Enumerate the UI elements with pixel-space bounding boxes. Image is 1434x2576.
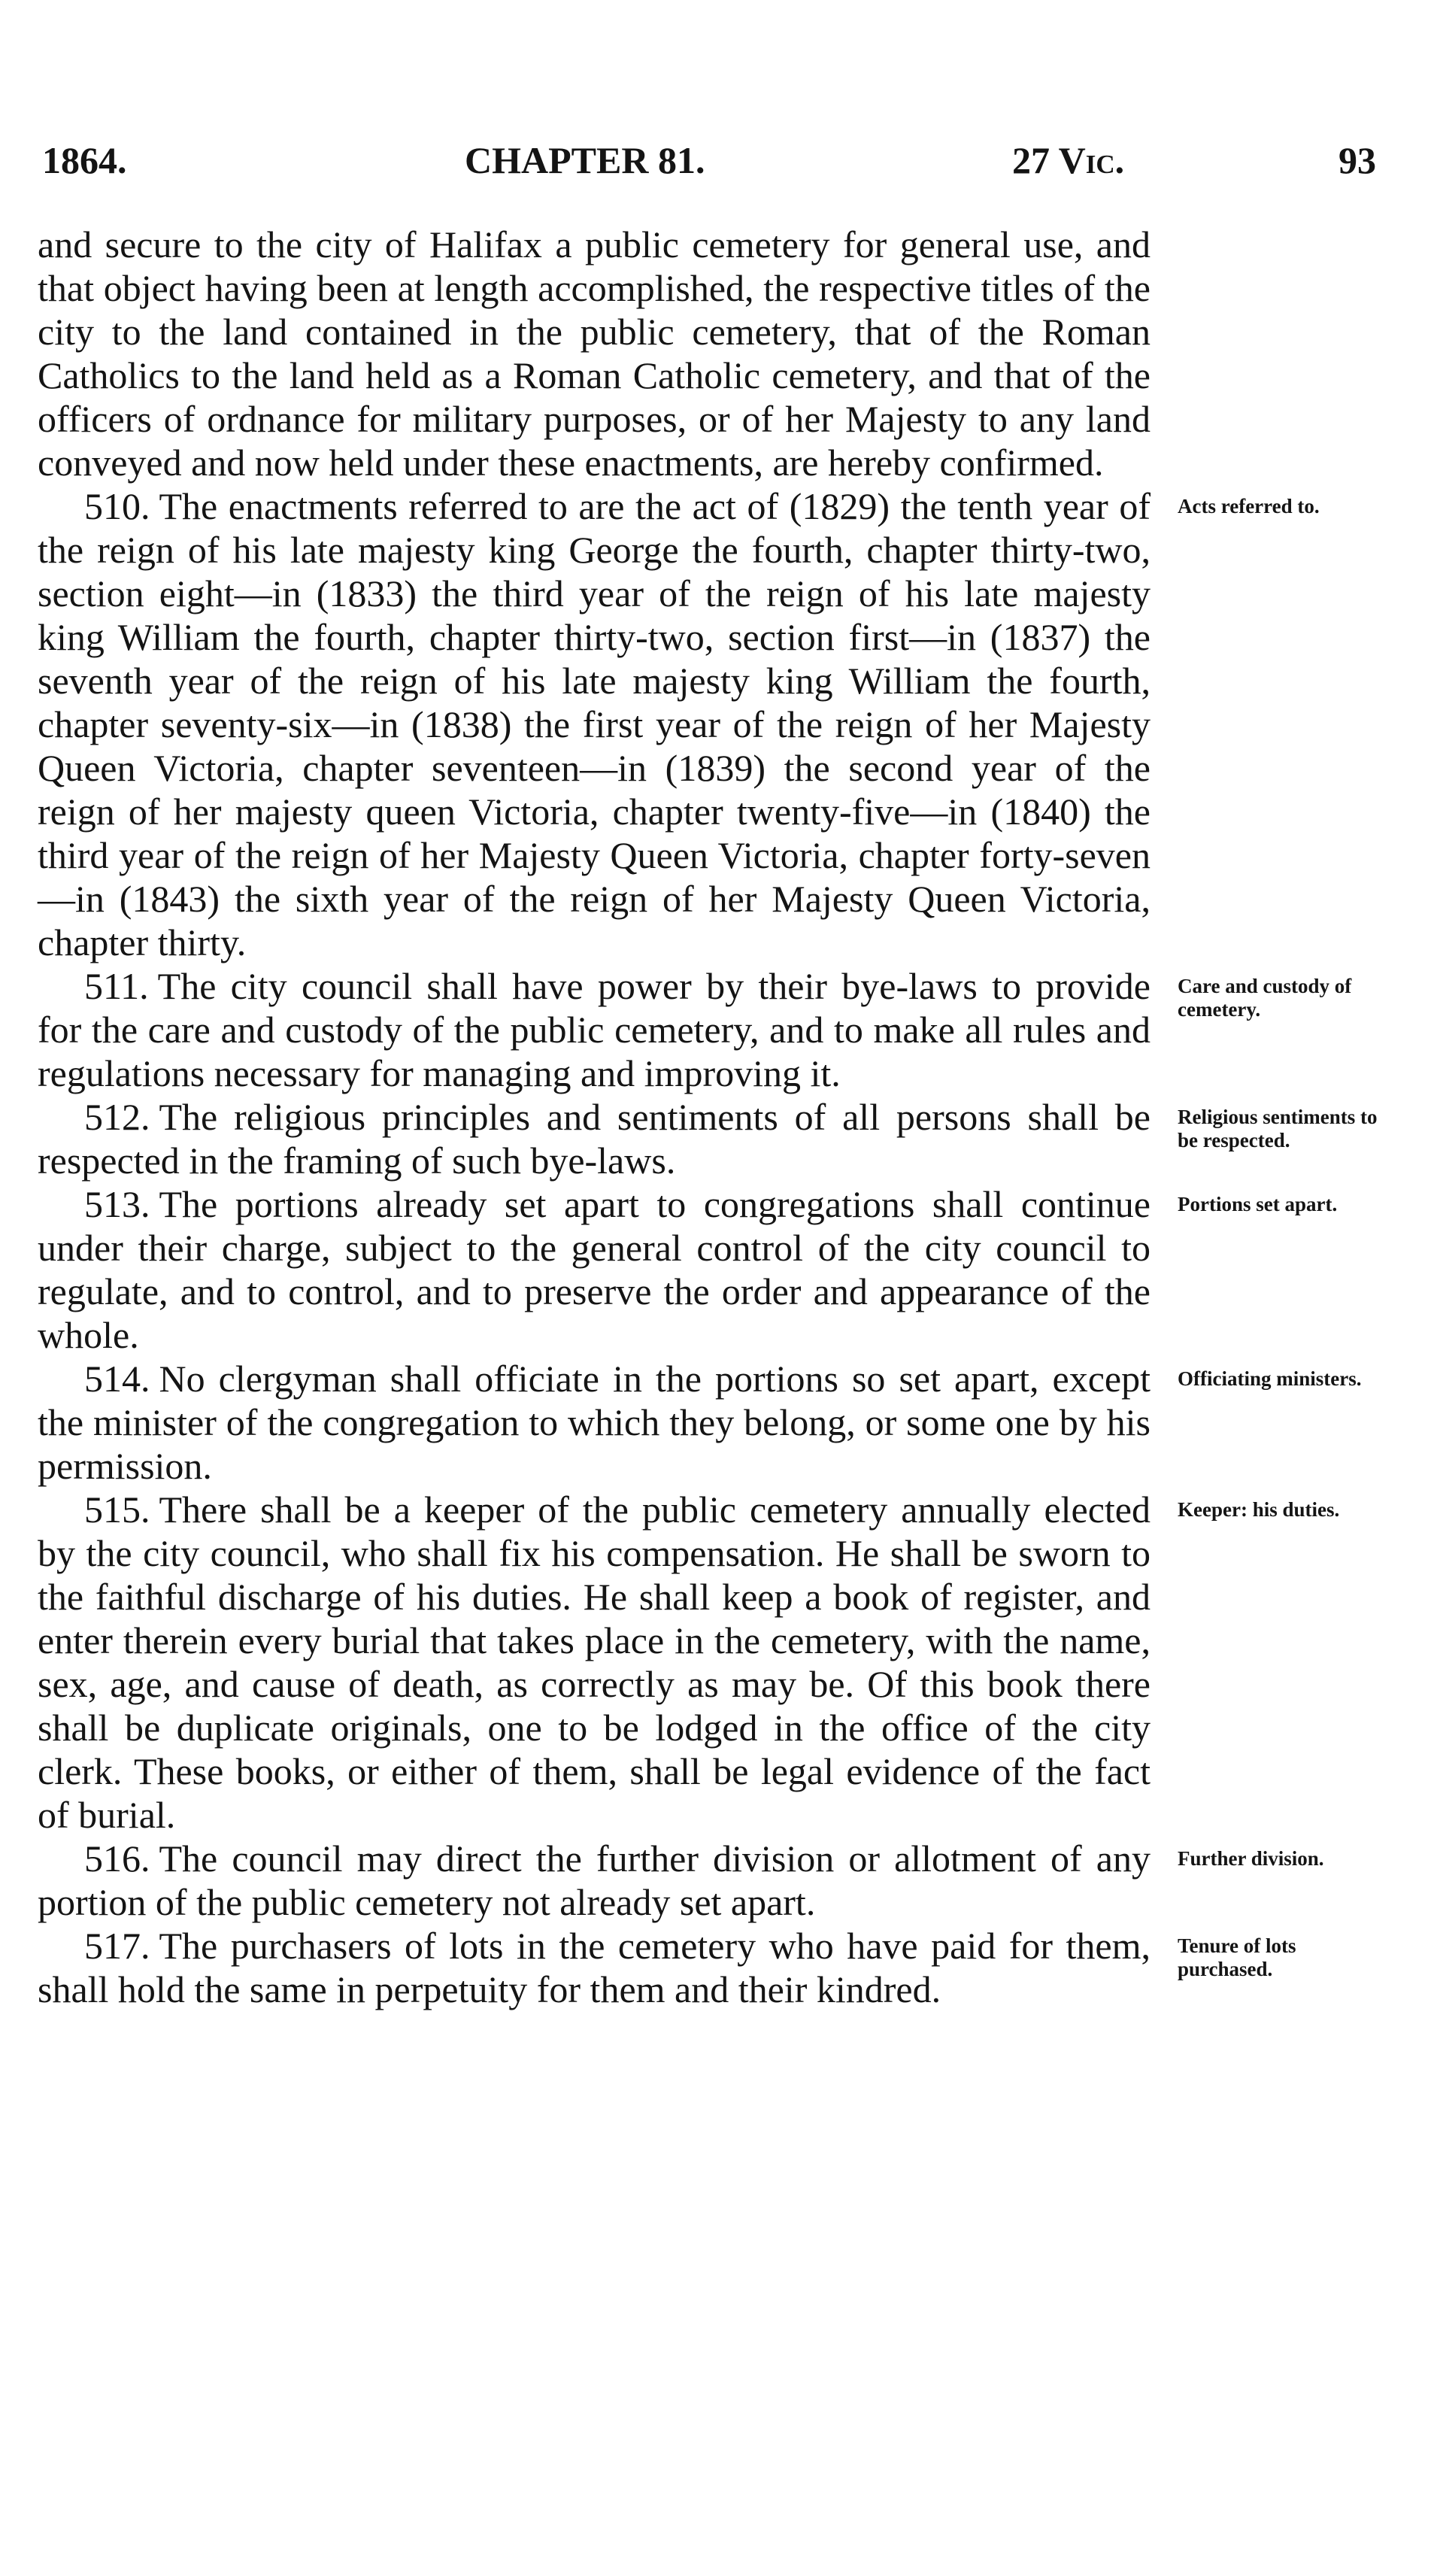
- section-513: [38, 1182, 1151, 1357]
- margin-note-tenure-of-lots: Tenure of lots purchased.: [1178, 1934, 1296, 1980]
- section-number: 512.: [84, 1096, 150, 1138]
- page-number: 93: [1339, 139, 1376, 181]
- header-reign: 27 Vic.: [1012, 139, 1125, 181]
- section-number: 516.: [84, 1837, 150, 1880]
- margin-note-officiating-ministers: Officiating ministers.: [1178, 1367, 1362, 1390]
- section-text: There shall be a keeper of the public cemetery annually elected by the city council, who shall fix his compensation. He shall be sworn to the faithful discharge of his duties. He shall keep a book of register, and enter therein every burial that takes place in the cemetery, with the name, sex, age, and cause of death, as correctly as may be. Of this book there shall be duplicate originals, one to be lodged in the office of the city clerk. These books, or either of them, shall be legal evidence of the fact of burial.: [38, 1488, 1151, 1836]
- margin-note-further-division: Further division.: [1178, 1847, 1324, 1870]
- margin-note-keeper-duties: Keeper: his duties.: [1178, 1498, 1340, 1521]
- section-516: [38, 1837, 1151, 1924]
- section-number: 515.: [84, 1488, 150, 1531]
- section-text: The portions already set apart to congregations shall continue under their charge, subject to the general control of the city council to regulate, and to control, and to preserve the order and appearance of the whole.: [38, 1183, 1151, 1356]
- section-text: The council may direct the further division or allotment of any portion of the public cemetery not already set apart.: [38, 1837, 1151, 1923]
- section-517: [38, 1924, 1151, 2011]
- section-514: [38, 1357, 1151, 1488]
- body-text: [38, 223, 1151, 2011]
- section-number: 514.: [84, 1358, 150, 1400]
- section-number: 517.: [84, 1925, 150, 1967]
- section-515: [38, 1488, 1151, 1837]
- section-text: The city council shall have power by their bye-laws to provide for the care and custody of the public cemetery, and to make all rules and regulations necessary for managing and improving it.: [38, 965, 1151, 1094]
- header-year: 1864.: [42, 139, 127, 181]
- margin-note-religious-sentiments: Religious sentiments to be respected.: [1178, 1106, 1378, 1151]
- margin-note-portions-set-apart: Portions set apart.: [1178, 1193, 1338, 1215]
- section-number: 510.: [84, 485, 150, 527]
- margin-note-acts-referred: Acts referred to.: [1178, 495, 1320, 517]
- section-text: The enactments referred to are the act of (1829) the tenth year of the reign of his late majesty king George the fourth, chapter thirty-two, section eight—in (1833) the third year of the reign of his late majesty king William the fourth, chapter thirty-two, section first—in (1837) the seventh year of the reign of his late majesty king William the fourth, chapter seventy-six—in (1838) the first year of the reign of her Majesty Queen Victoria, chapter seventeen—in (1839) the second year of the reign of her majesty queen Victoria, chapter twenty-five—in (1840) the third year of the reign of her Majesty Queen Victoria, chapter forty-seven—in (1843) the sixth year of the reign of her Majesty Queen Victoria, chapter thirty.: [38, 485, 1151, 963]
- section-number: 511.: [84, 965, 149, 1007]
- section-512: [38, 1095, 1151, 1182]
- section-number: 513.: [84, 1183, 150, 1225]
- opening-paragraph: and secure to the city of Halifax a public cemetery for general use, and that object having been at length accomplished, the respective titles of the city to the land contained in the public cemetery, that of the Roman Catholics to the land held as a Roman Catholic cemetery, and that of the officers of ordnance for military purposes, or of her Majesty to any land conveyed and now held under these enactments, are hereby confirmed.: [38, 223, 1151, 484]
- page-header: [42, 134, 1376, 187]
- header-chapter: CHAPTER 81.: [465, 139, 705, 181]
- section-text: No clergyman shall officiate in the portions so set apart, except the minister of the congregation to which they belong, or some one by his permission.: [38, 1358, 1151, 1487]
- section-510: [38, 484, 1151, 964]
- section-text: The purchasers of lots in the cemetery who have paid for them, shall hold the same in perpetuity for them and their kindred.: [38, 1925, 1151, 2010]
- margin-note-care-custody: Care and custody of cemetery.: [1178, 975, 1352, 1021]
- section-511: [38, 964, 1151, 1095]
- section-text: The religious principles and sentiments of all persons shall be respected in the framing of such bye-laws.: [38, 1096, 1151, 1182]
